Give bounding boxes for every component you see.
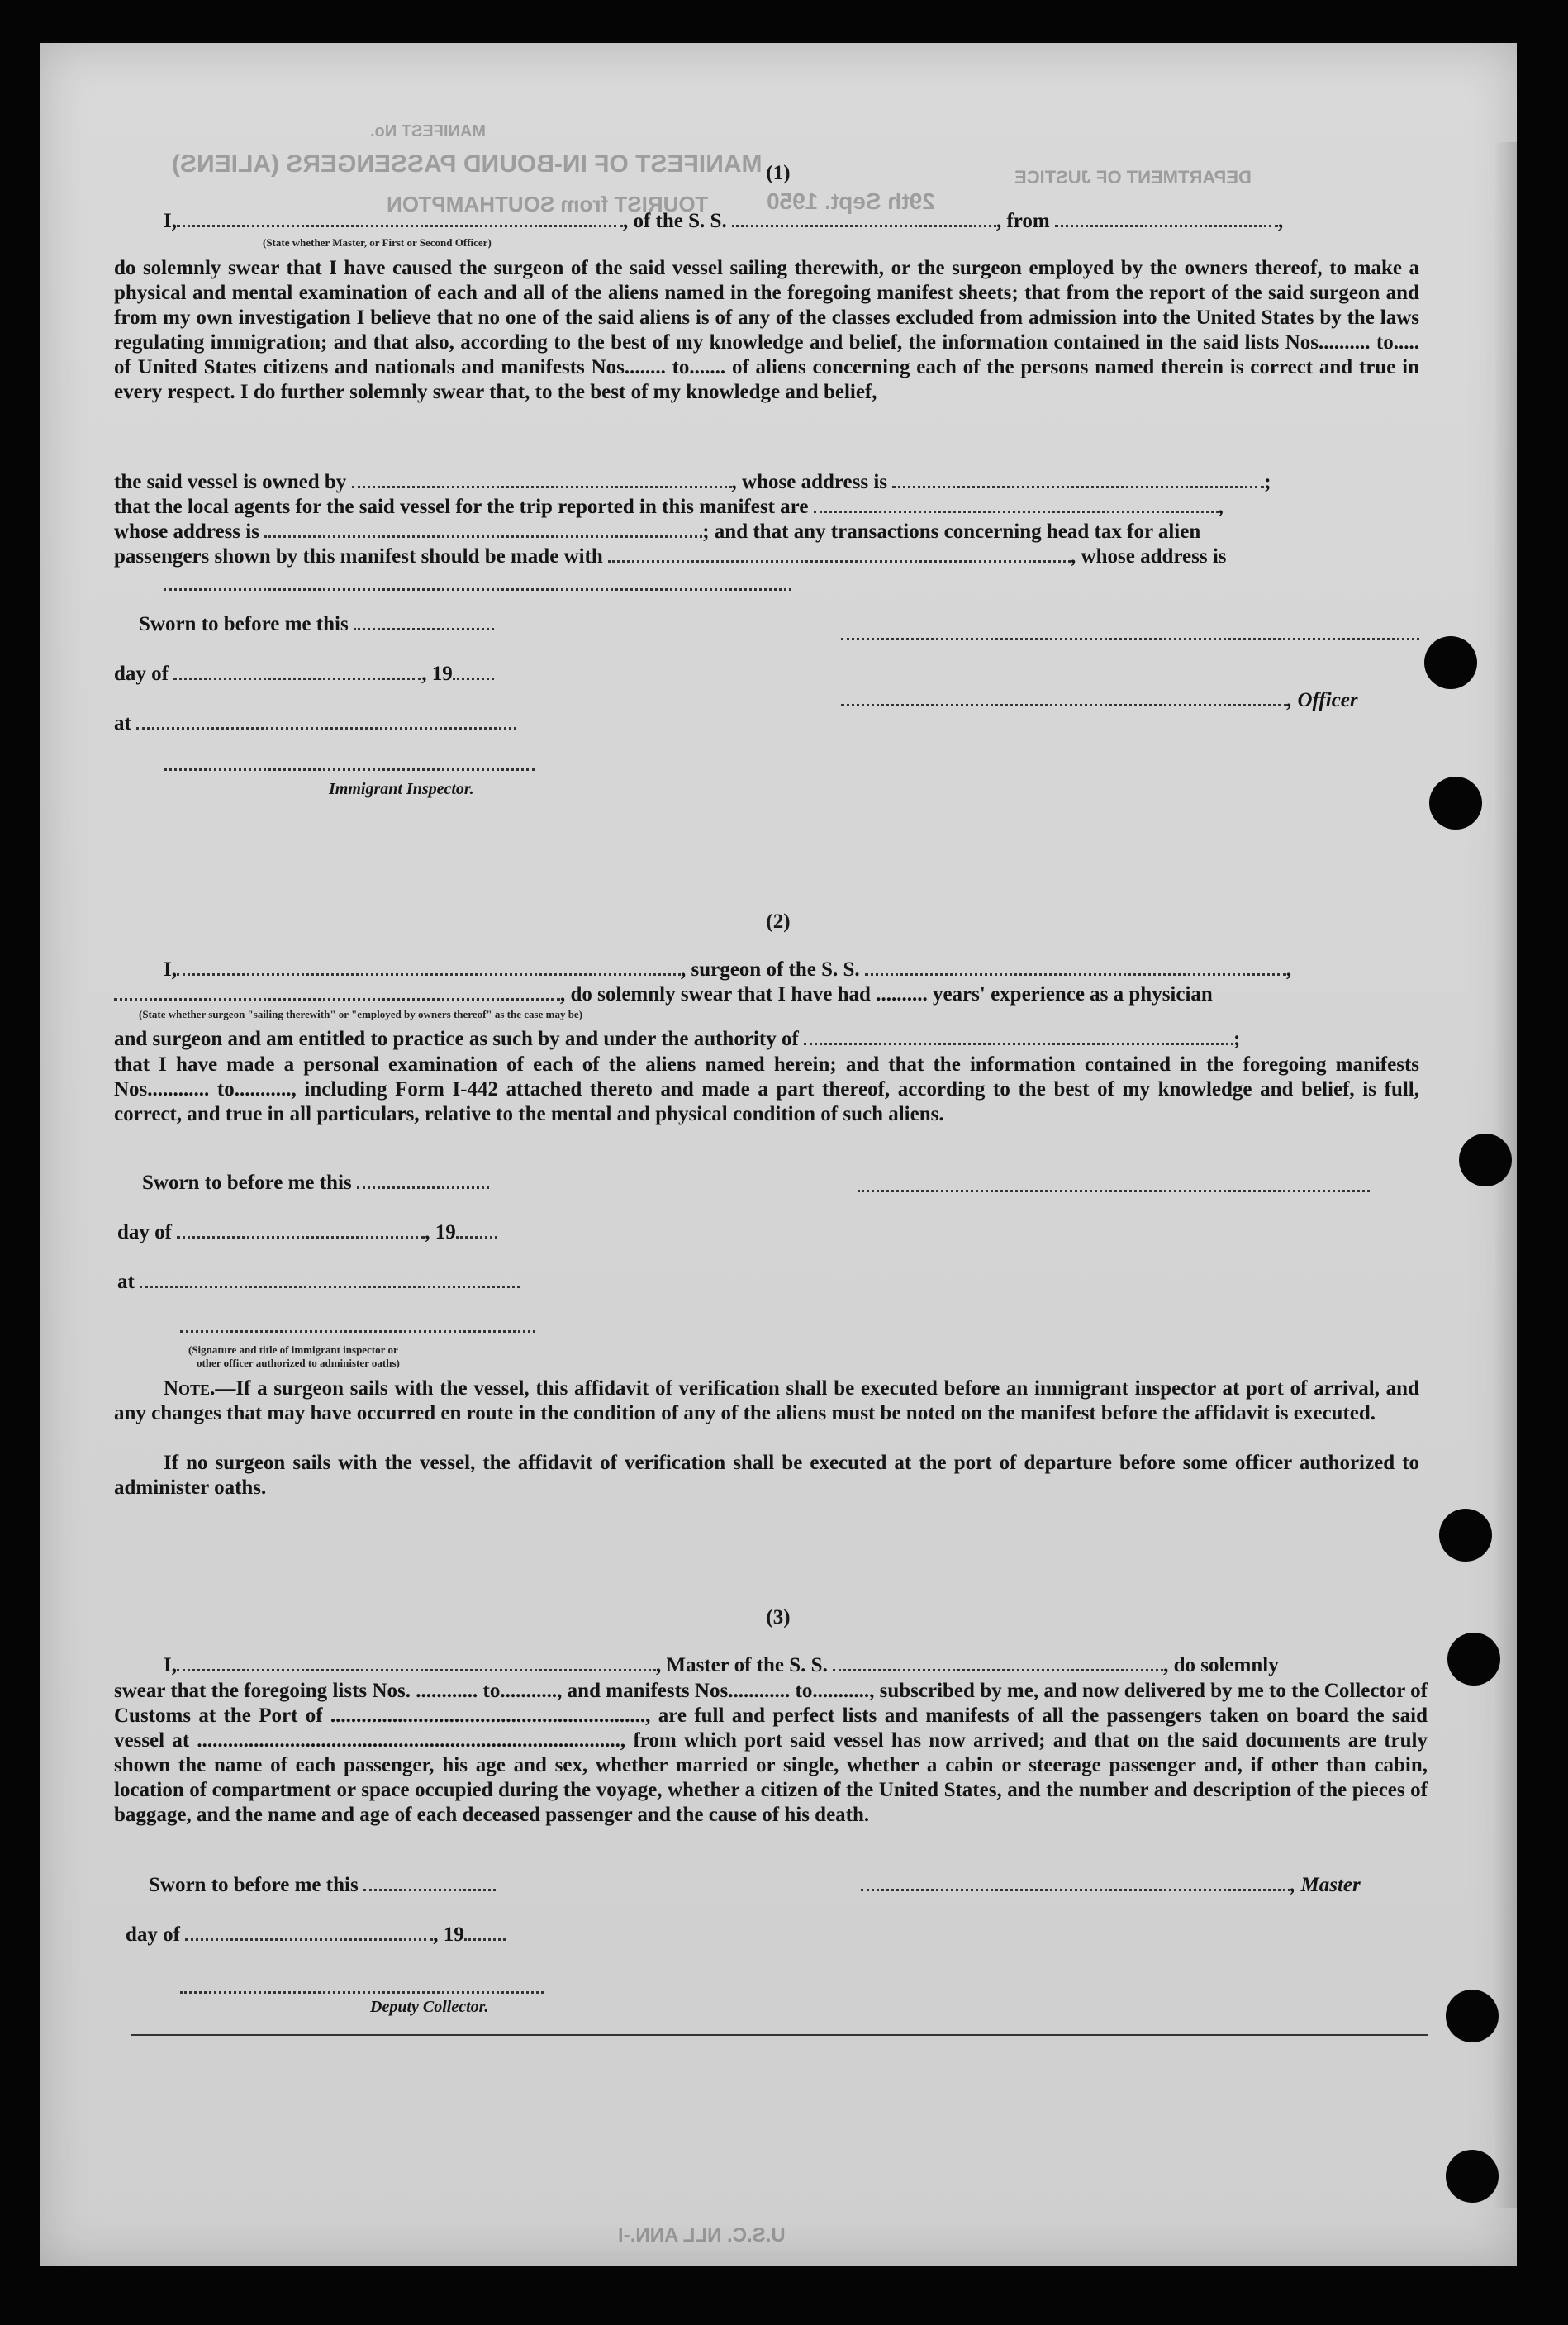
immigrant-inspector-caption: Immigrant Inspector. [329, 780, 474, 798]
inspector-signature-line [164, 767, 535, 771]
ghost-manifest-no: MANIFEST No. [370, 122, 486, 140]
section-2-number: (2) [766, 911, 791, 933]
deputy-signature-line [180, 1990, 544, 1994]
day-of-line-3: day of , 19 [126, 1923, 506, 1947]
authority-line: and surgeon and am entitled to practice as such by and under the authority of ; [114, 1028, 1241, 1050]
agents-address-line: whose address is ; and that any transactions concerning head tax for alien [114, 521, 1201, 543]
section-2-line1: I, , surgeon of the S. S. , [164, 958, 1292, 981]
section-3-paragraph: swear that the foregoing lists Nos. ............ to..........., and manifests Nos............ to..........., subscribed by me, and now delivered by me to the Collector of Customs at the Port of ............................................................., are full and perfect lists and manifests of all the passengers taken on board the said vessel at .................................................................................., from which port said vessel has now arrived; and that on the said documents are truly shown the name of each passenger, his age and sex, whether married or single, whether a cabin or steerage passenger and, if other than cabin, location of compartment or space occupied during the voyage, whether a citizen of the United States, and the number and description of the pieces of baggage, and the name and age of each deceased passenger and the cause of his death. [114, 1680, 1428, 1826]
note-paragraph: Note.—If a surgeon sails with the vessel, this affidavit of verification shall be executed before an immigrant inspector at port of arrival, and any changes that may have occurred en route in the condition of any of the aliens must be noted on the manifest before the affidavit is executed. [114, 1377, 1419, 1424]
local-agents-line: that the local agents for the said vessel for the trip reported in this manifest are , [114, 496, 1224, 518]
punch-hole [1446, 2150, 1499, 2203]
officer-extra-line [841, 636, 1419, 640]
section-1-line1: I, , of the S. S. , from , [164, 210, 1284, 232]
section-1-number: (1) [766, 162, 791, 184]
sworn-line-2: Sworn to before me this [142, 1172, 489, 1195]
section-2-paragraph: that I have made a personal examination of each of the aliens named herein; and that the information contained in the foregoing manifests Nos............ to..........., including Form I-442 attached thereto and made a part thereof, according to the best of my knowledge and belief, is full, correct, and true in all particulars, relative to the mental and physical condition of such aliens. [114, 1053, 1419, 1125]
head-tax-line: passengers shown by this manifest should be made with , whose address is [114, 545, 1227, 568]
owned-by-line: the said vessel is owned by , whose address is ; [114, 471, 1271, 493]
ghost-bureau: DEPARTMENT OF JUSTICE [1014, 167, 1252, 188]
sig-caption-1: (Signature and title of immigrant inspector or [188, 1343, 398, 1356]
at-line-2: at [117, 1271, 520, 1294]
section-3-line1: I, , Master of the S. S. , do solemnly [164, 1654, 1279, 1676]
sworn-line-1: Sworn to before me this [139, 613, 494, 636]
at-line-1: at [114, 712, 516, 735]
ghost-vessel-line: TOURIST from SOUTHAMPTON [387, 192, 709, 216]
punch-hole [1424, 636, 1477, 689]
officer-signature-line: , Officer [841, 689, 1358, 712]
section-1-paragraph: do solemnly swear that I have caused the surgeon of the said vessel sailing therewith, or the surgeon employed by the owners thereof, to make a physical and mental examination of each and all of the aliens named in the foregoing manifest sheets; that from the report of the said surgeon and from my own investigation I believe that no one of the said aliens is of any of the classes excluded from admission into the United States by the laws regulating immigration; and that also, according to the best of my knowledge and belief, the information contained in the said lists Nos.......... to..... of United States citizens and nationals and manifests Nos........ to....... of aliens concerning each of the persons named therein is correct and true in every respect. I do further solemnly swear that, to the best of my knowledge and belief, [114, 257, 1419, 403]
officer-oath-signature-line [180, 1329, 535, 1333]
sig-caption-2: other officer authorized to administer oaths) [197, 1357, 400, 1369]
ghost-date: 29th Sept. 1950 [767, 188, 935, 214]
ghost-title: MANIFEST OF IN-BOUND PASSENGERS (ALIENS) [172, 150, 763, 178]
sworn-line-3: Sworn to before me this [149, 1874, 496, 1897]
section-2-line2: , do solemnly swear that I have had .......... years' experience as a physician [114, 983, 1213, 1006]
caption-master-officer: (State whether Master, or First or Second Officer) [263, 236, 492, 249]
manifest-page [40, 43, 1517, 2266]
master-signature-line: , Master [861, 1874, 1361, 1897]
day-of-line-1: day of , 19 [114, 663, 494, 686]
day-of-line-2: day of , 19 [117, 1221, 497, 1244]
surgeon-signature-line [858, 1188, 1370, 1192]
punch-hole [1439, 1509, 1492, 1562]
ghost-footer: U.S.C. NLL ANN.-I [618, 2224, 786, 2247]
note-paragraph-2: If no surgeon sails with the vessel, the affidavit of verification shall be executed at the port of departure before some officer authorized to administer oaths. [114, 1452, 1419, 1499]
bottom-rule [131, 2034, 1428, 2036]
section-3-number: (3) [766, 1606, 791, 1628]
punch-hole [1447, 1633, 1500, 1686]
punch-hole [1429, 777, 1482, 830]
punch-hole [1446, 1990, 1499, 2042]
caption-surgeon: (State whether surgeon "sailing therewith" or "employed by owners thereof" as the case may be) [139, 1008, 583, 1020]
deputy-collector-caption: Deputy Collector. [370, 1998, 489, 2016]
punch-hole [1459, 1134, 1512, 1186]
address-continuation-line [164, 587, 791, 591]
